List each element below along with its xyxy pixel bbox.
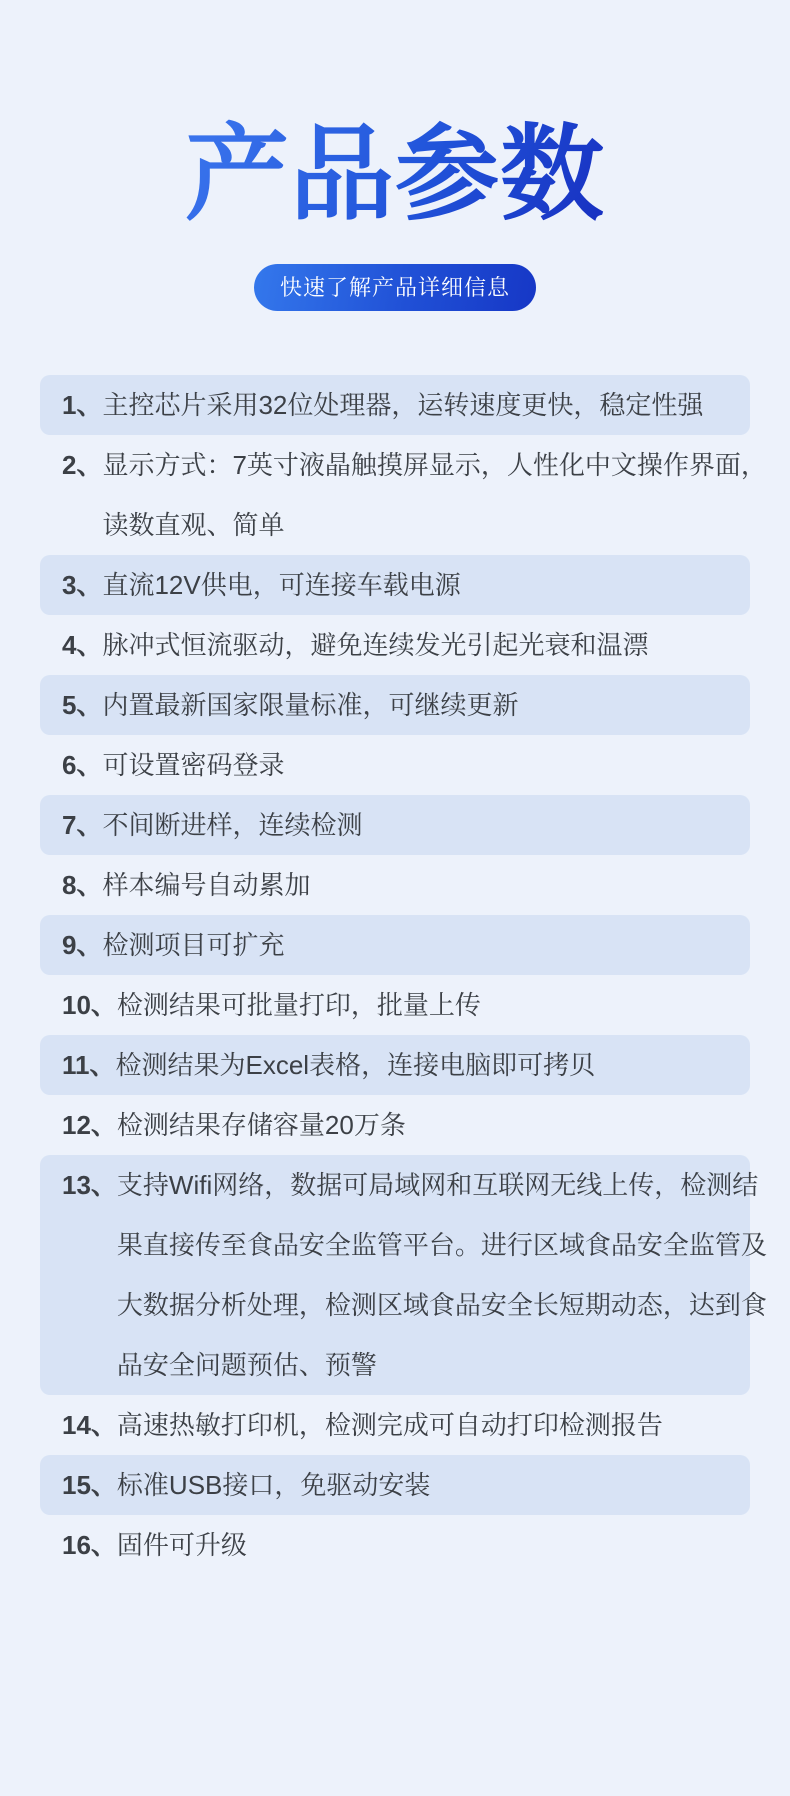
- feature-text-line: 直流12V供电，可连接车载电源: [102, 569, 461, 600]
- feature-text-line: 脉冲式恒流驱动，避免连续发光引起光衰和温漂: [102, 629, 649, 660]
- feature-number: 8、: [62, 869, 103, 900]
- feature-number: 10、: [62, 989, 117, 1020]
- feature-number: 11、: [62, 1049, 116, 1080]
- feature-number: 14、: [62, 1409, 117, 1440]
- feature-text: [117, 1515, 738, 1575]
- feature-item-15: [40, 1455, 750, 1515]
- feature-text: [102, 915, 738, 975]
- feature-text-line: 检测项目可扩充: [102, 929, 285, 960]
- feature-number: 3、: [62, 569, 103, 600]
- feature-item-11: [40, 1035, 750, 1095]
- feature-item-1: [40, 375, 750, 435]
- feature-text: [117, 1455, 738, 1515]
- feature-text-line: 不间断进样，连续检测: [102, 809, 363, 840]
- feature-text-line: 可设置密码登录: [102, 749, 285, 780]
- page-title: 产品参数: [185, 116, 605, 236]
- feature-item-9: [40, 915, 750, 975]
- feature-item-7: [40, 795, 750, 855]
- feature-text: [102, 735, 738, 795]
- feature-text: [102, 795, 738, 855]
- feature-text-line: 品安全问题预估、预警: [116, 1349, 377, 1380]
- feature-item-5: [40, 675, 750, 735]
- feature-text: [117, 1395, 738, 1455]
- feature-item-14: [40, 1395, 750, 1455]
- feature-item-2: [40, 435, 767, 555]
- feature-text: [102, 555, 738, 615]
- feature-number: 9、: [62, 929, 103, 960]
- feature-text-line: 主控芯片采用32位处理器，运转速度更快，稳定性强: [102, 389, 704, 420]
- feature-item-10: [40, 975, 750, 1035]
- feature-item-12: [40, 1095, 750, 1155]
- feature-item-13: [40, 1155, 767, 1395]
- feature-number: 7、: [62, 809, 103, 840]
- feature-text-line: 检测结果存储容量20万条: [116, 1109, 406, 1140]
- feature-text-line: 支持Wifi网络，数据可局域网和互联网无线上传，检测结: [116, 1169, 759, 1200]
- feature-number: 12、: [62, 1109, 117, 1140]
- feature-item-16: [40, 1515, 750, 1575]
- feature-item-8: [40, 855, 750, 915]
- feature-text: [102, 855, 738, 915]
- feature-text: [102, 375, 738, 435]
- feature-text: [102, 675, 738, 735]
- feature-text-line: 检测结果可批量打印，批量上传: [116, 989, 481, 1020]
- subtitle-badge: 快速了解产品详细信息: [254, 264, 536, 311]
- feature-number: 15、: [62, 1469, 117, 1500]
- feature-list: [40, 375, 767, 1575]
- feature-text-line: 检测结果为Excel表格，连接电脑即可拷贝: [115, 1049, 596, 1080]
- feature-number: 6、: [62, 749, 103, 780]
- feature-text: [102, 615, 738, 675]
- feature-text-line: 显示方式：7英寸液晶触摸屏显示，人性化中文操作界面，: [102, 449, 767, 480]
- feature-text-line: 大数据分析处理，检测区域食品安全长短期动态，达到食: [116, 1289, 767, 1320]
- feature-text-line: 果直接传至食品安全监管平台。进行区域食品安全监管及: [116, 1229, 767, 1260]
- feature-number: 4、: [62, 629, 103, 660]
- feature-text-line: 高速热敏打印机，检测完成可自动打印检测报告: [116, 1409, 663, 1440]
- feature-number: 16、: [62, 1529, 117, 1560]
- feature-text-line: 样本编号自动累加: [102, 869, 311, 900]
- feature-text: [117, 1095, 738, 1155]
- feature-text: [117, 975, 738, 1035]
- feature-text: [102, 435, 767, 555]
- feature-text: [116, 1155, 767, 1395]
- feature-item-3: [40, 555, 750, 615]
- feature-number: 5、: [62, 689, 103, 720]
- feature-text-line: 读数直观、简单: [102, 509, 285, 540]
- feature-item-6: [40, 735, 750, 795]
- feature-text-line: 标准USB接口，免驱动安装: [116, 1469, 431, 1500]
- feature-text-line: 内置最新国家限量标准，可继续更新: [102, 689, 519, 720]
- feature-item-4: [40, 615, 750, 675]
- feature-number: 2、: [62, 449, 103, 480]
- feature-text-line: 固件可升级: [116, 1529, 247, 1560]
- feature-number: 1、: [62, 389, 103, 420]
- feature-text: [116, 1035, 739, 1095]
- feature-number: 13、: [62, 1169, 117, 1200]
